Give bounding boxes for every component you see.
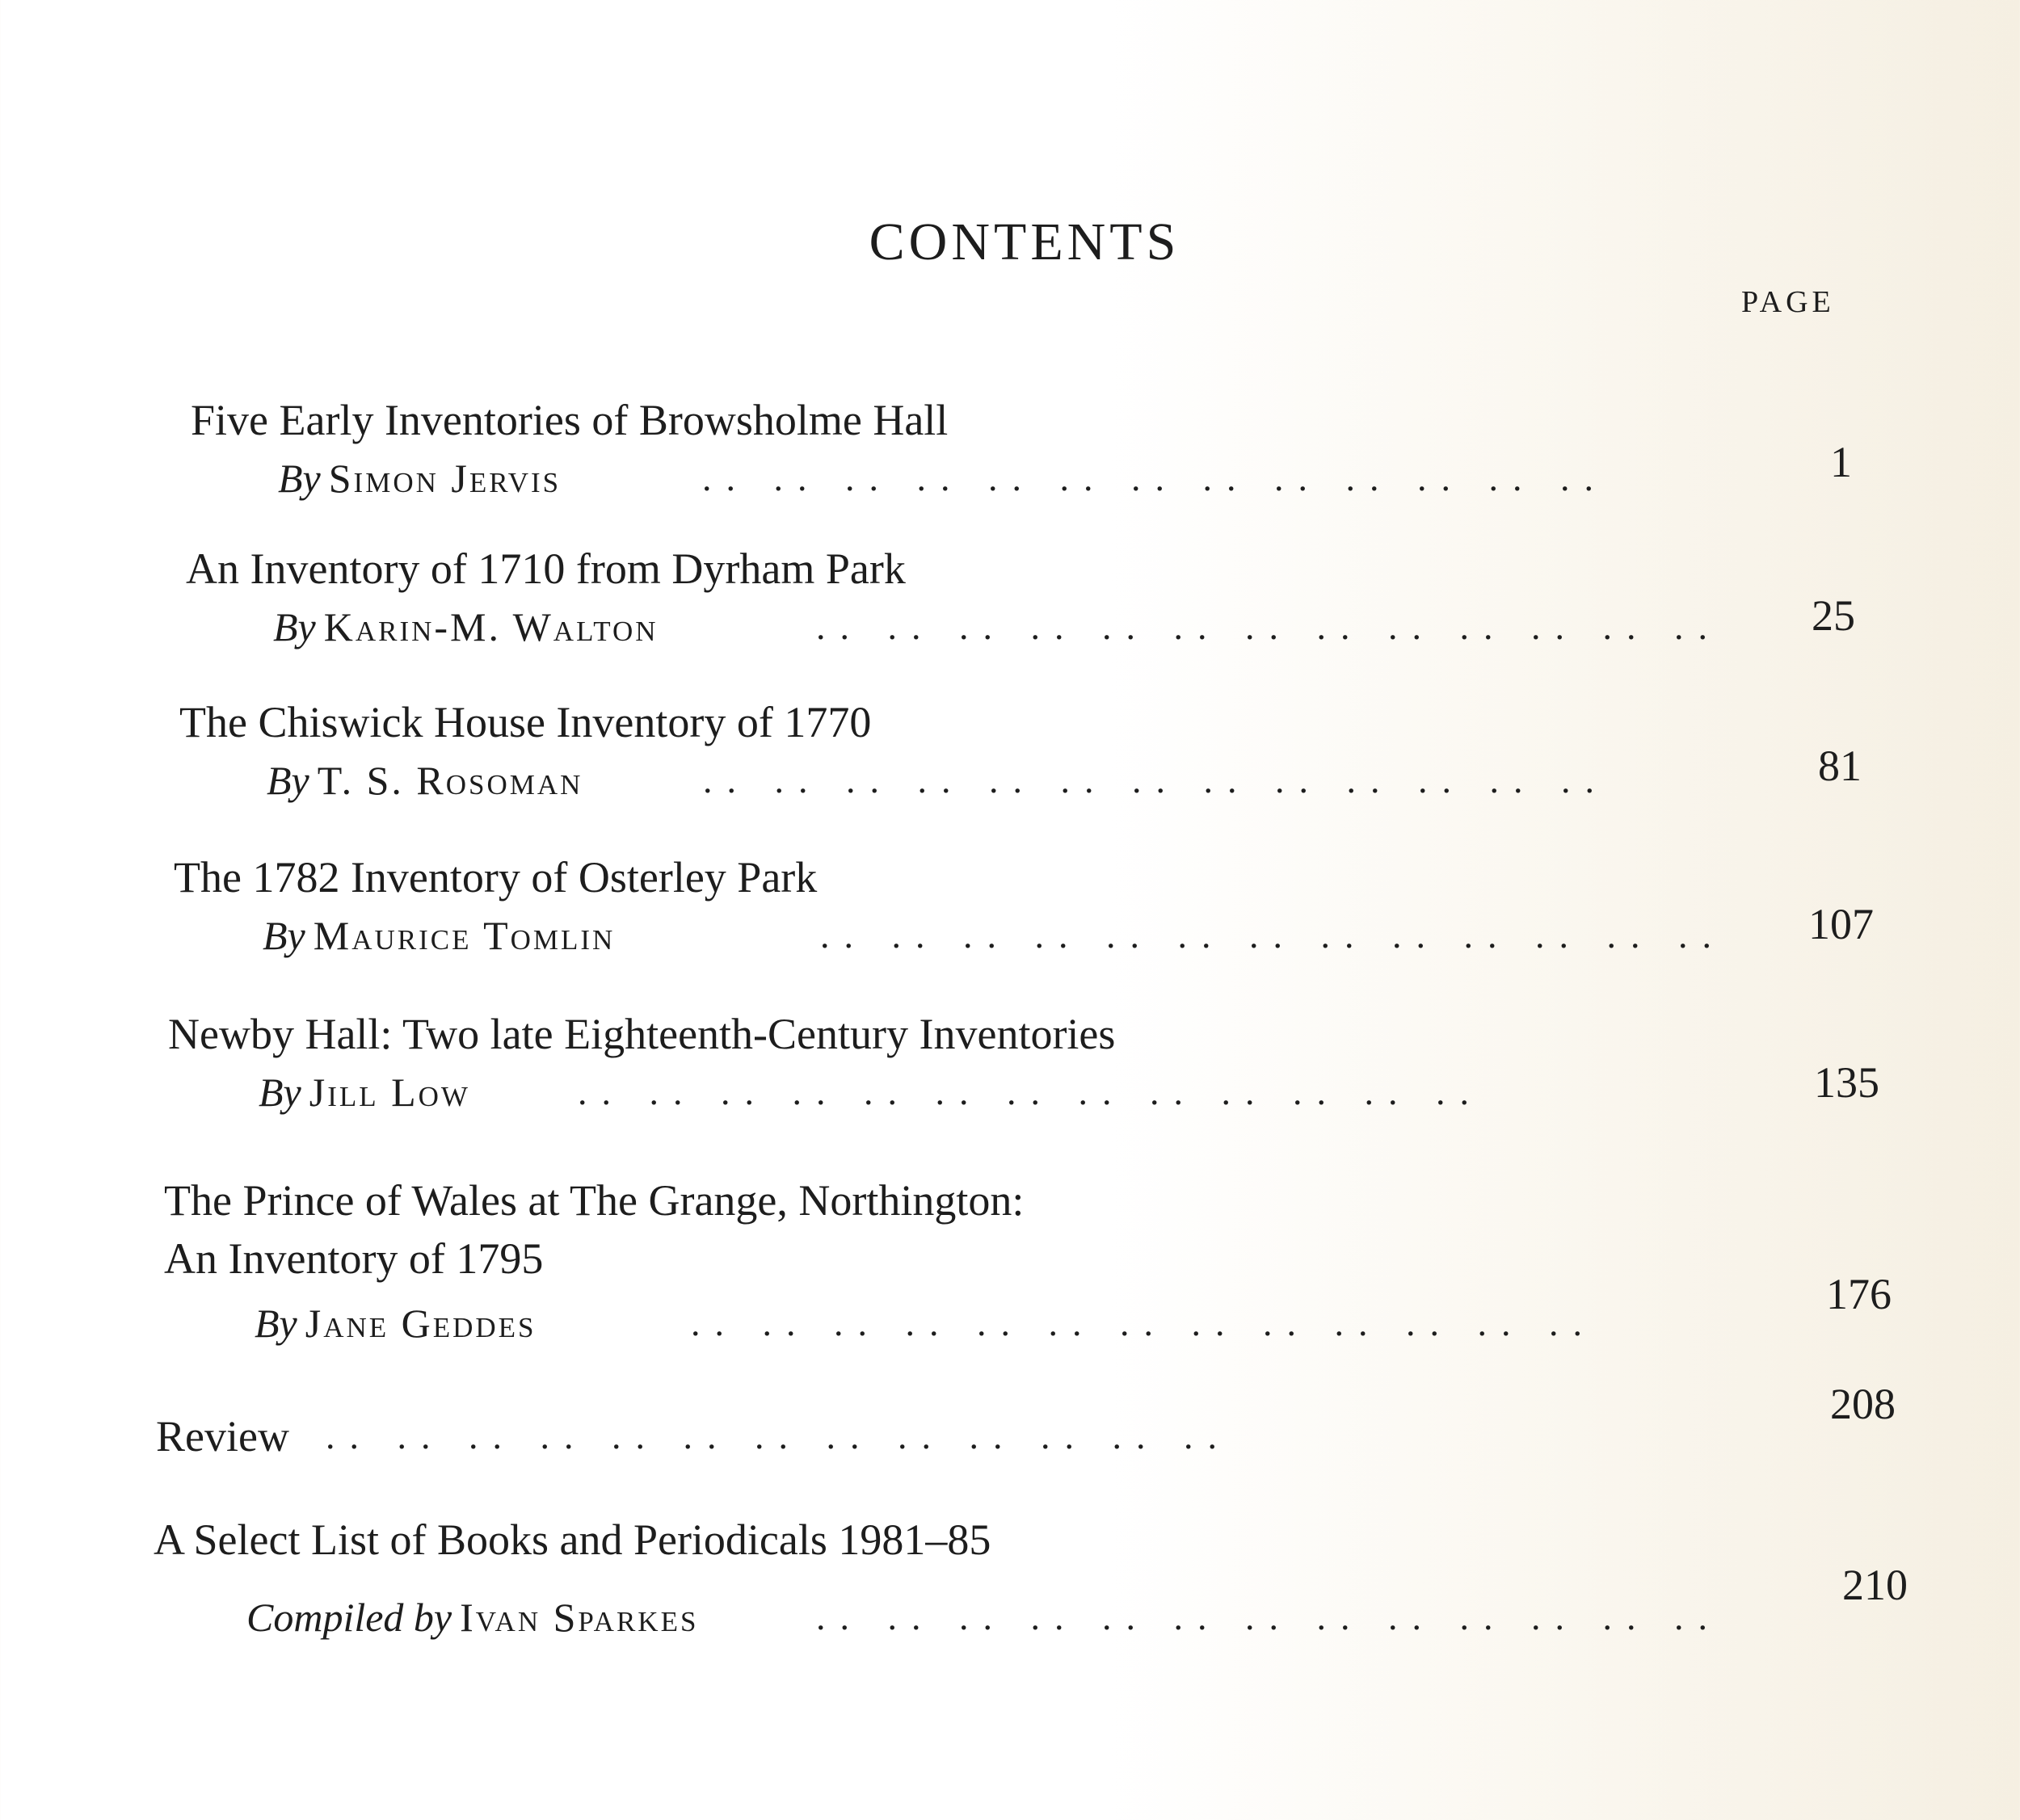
dot-leaders: .. .. .. .. .. .. .. .. .. .. .. .. .. [326, 1415, 1231, 1456]
entry-author: Jane Geddes [305, 1301, 537, 1346]
page-number: 210 [1842, 1561, 1908, 1609]
page-number: 81 [1818, 742, 1862, 790]
entry-author-line [246, 1588, 1722, 1646]
dot-leaders: .. .. .. .. .. .. .. .. .. .. .. .. .. [703, 759, 1609, 801]
entry-author-line [273, 598, 1722, 656]
entry-title: Newby Hall: Two late Eighteenth-Century Inventories [168, 1010, 1116, 1058]
toc-entry [164, 1171, 1597, 1352]
toc-entry [191, 391, 1608, 507]
dot-leaders: .. .. .. .. .. .. .. .. .. .. .. .. .. [702, 457, 1608, 498]
page-number: 107 [1808, 900, 1874, 948]
entry-title: Five Early Inventories of Browsholme Hall [191, 396, 949, 444]
toc-entry [154, 1511, 1722, 1646]
page-number: 176 [1826, 1270, 1892, 1318]
toc-entry [186, 540, 1722, 656]
entry-author: Simon Jervis [328, 456, 562, 501]
entry-author-line [263, 906, 1726, 965]
entry-author-line [278, 449, 1608, 507]
dot-leaders: .. .. .. .. .. .. .. .. .. .. .. .. .. [578, 1071, 1483, 1112]
entry-title: The 1782 Inventory of Osterley Park [174, 853, 818, 902]
entry-title: Review [156, 1412, 289, 1461]
entry-title-continued: An Inventory of 1795 [164, 1234, 544, 1283]
entry-author: T. S. Rosoman [317, 758, 583, 803]
entry-by-label: By [259, 1070, 301, 1115]
toc-entry-review [156, 1407, 1231, 1465]
page-column-label: PAGE [1741, 285, 1835, 319]
page-number: 25 [1812, 591, 1855, 640]
entry-author: Jill Low [309, 1070, 470, 1115]
entry-title: A Select List of Books and Periodicals 1981–85 [154, 1515, 991, 1564]
page-number: 135 [1814, 1058, 1879, 1107]
entry-by-label: By [255, 1301, 297, 1346]
entry-title: An Inventory of 1710 from Dyrham Park [186, 544, 906, 593]
entry-by-label: By [263, 913, 305, 958]
entry-by-label: By [273, 604, 316, 649]
page-number: 1 [1830, 438, 1852, 486]
entry-title: The Chiswick House Inventory of 1770 [179, 698, 872, 746]
page-number: 208 [1830, 1380, 1896, 1428]
dot-leaders: .. .. .. .. .. .. .. .. .. .. .. .. .. [820, 914, 1726, 956]
entry-title-line [156, 1407, 1231, 1465]
toc-entry [174, 848, 1726, 965]
entry-by-label: Compiled by [246, 1595, 452, 1640]
dot-leaders: .. .. .. .. .. .. .. .. .. .. .. .. .. [691, 1302, 1597, 1343]
entry-by-label: By [278, 456, 321, 501]
entry-author-line [267, 751, 1609, 809]
dot-leaders: .. .. .. .. .. .. .. .. .. .. .. .. .. [816, 1596, 1722, 1637]
page-title: CONTENTS [869, 212, 1180, 271]
entry-by-label: By [267, 758, 309, 803]
entry-author: Karin-M. Walton [323, 604, 659, 649]
entry-author: Maurice Tomlin [313, 913, 616, 958]
dot-leaders: .. .. .. .. .. .. .. .. .. .. .. .. .. [816, 606, 1722, 647]
entry-author-line [255, 1294, 1597, 1352]
entry-title: The Prince of Wales at The Grange, Northington: [164, 1176, 1025, 1225]
toc-entry [168, 1005, 1483, 1121]
entry-author-line [259, 1063, 1483, 1121]
entry-author: Ivan Sparkes [460, 1595, 699, 1640]
toc-entry [179, 693, 1609, 809]
